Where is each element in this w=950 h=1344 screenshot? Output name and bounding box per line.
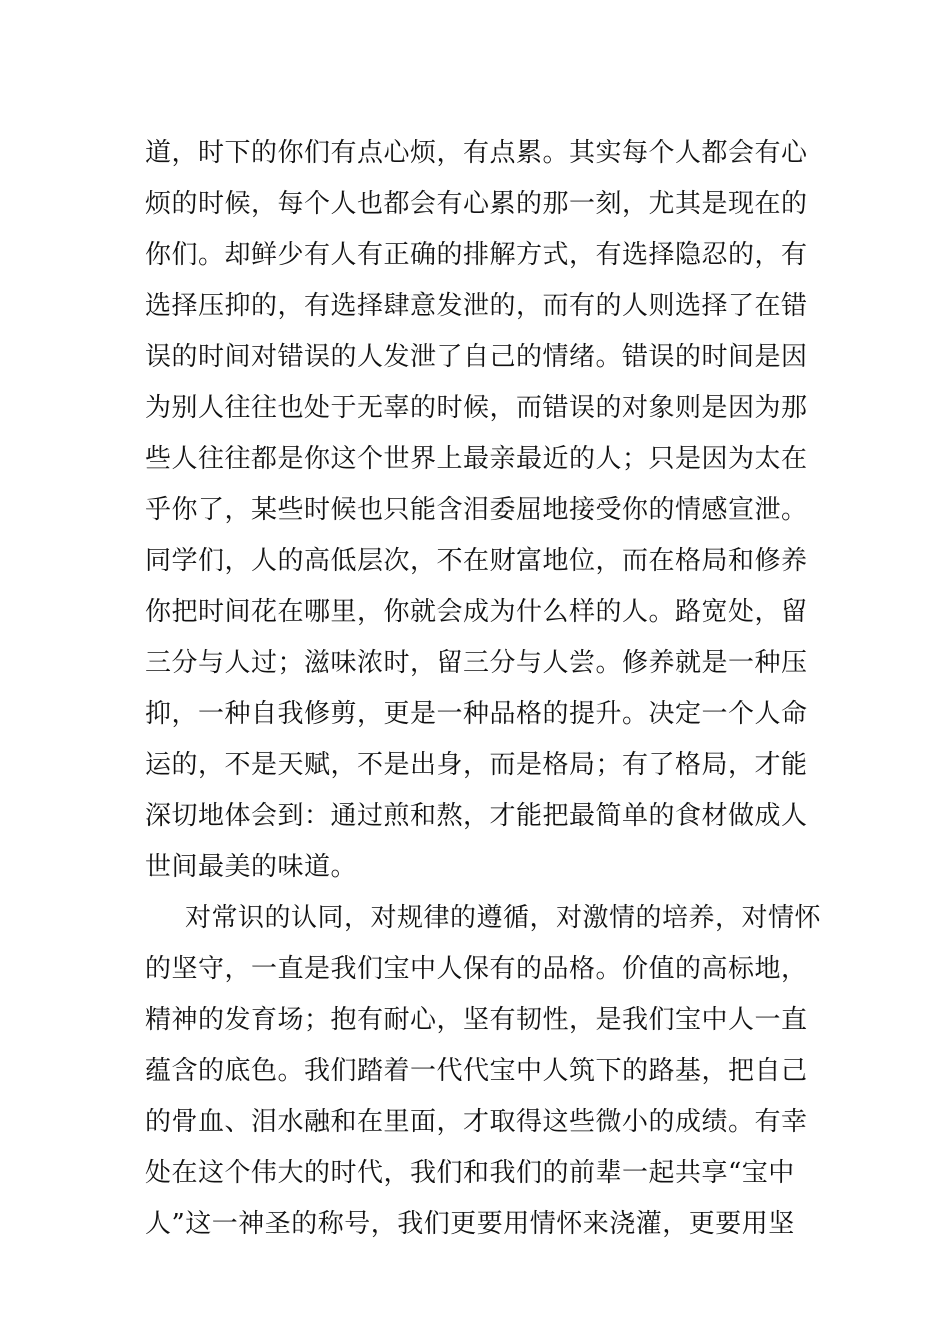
text-line: 你把时间花在哪里，你就会成为什么样的人。路宽处，留 [145,597,808,627]
text-line: 抑，一种自我修剪，更是一种品格的提升。决定一个人命 [145,699,808,729]
text-line: 你们。却鲜少有人有正确的排解方式，有选择隐忍的，有 [145,240,808,270]
text-line: 误的时间对错误的人发泄了自己的情绪。错误的时间是因 [145,342,808,372]
text-line: 的骨血、泪水融和在里面，才取得这些微小的成绩。有幸 [145,1107,808,1137]
text-line: 三分与人过；滋味浓时，留三分与人尝。修养就是一种压 [145,648,808,678]
body-text [145,128,822,1250]
paragraph-start-line: 对常识的认同，对规律的遵循，对激情的培养，对情怀 [185,903,822,933]
text-line: 处在这个伟大的时代，我们和我们的前辈一起共享“宝中 [145,1158,795,1188]
text-line: 为别人往往也处于无辜的时候，而错误的对象则是因为那 [145,393,808,423]
text-line: 乎你了，某些时候也只能含泪委屈地接受你的情感宣泄。 [145,495,808,525]
text-line: 同学们，人的高低层次，不在财富地位，而在格局和修养 [145,546,808,576]
text-line: 选择压抑的，有选择肆意发泄的，而有的人则选择了在错 [145,291,808,321]
text-line: 的坚守，一直是我们宝中人保有的品格。价值的高标地， [145,954,808,984]
text-line: 运的，不是天赋，不是出身，而是格局；有了格局，才能 [145,750,808,780]
text-line: 世间最美的味道。 [145,852,358,882]
text-line: 精神的发育场；抱有耐心，坚有韧性，是我们宝中人一直 [145,1005,808,1035]
text-line: 烦的时候，每个人也都会有心累的那一刻，尤其是现在的 [145,189,808,219]
text-line: 人”这一神圣的称号，我们更要用情怀来浇灌，更要用坚 [145,1209,795,1239]
text-line: 深切地体会到：通过煎和熬，才能把最简单的食材做成人 [145,801,808,831]
text-line: 蕴含的底色。我们踏着一代代宝中人筑下的路基，把自己 [145,1056,808,1086]
text-line: 些人往往都是你这个世界上最亲最近的人；只是因为太在 [145,444,808,474]
text-line: 道，时下的你们有点心烦，有点累。其实每个人都会有心 [145,138,808,168]
